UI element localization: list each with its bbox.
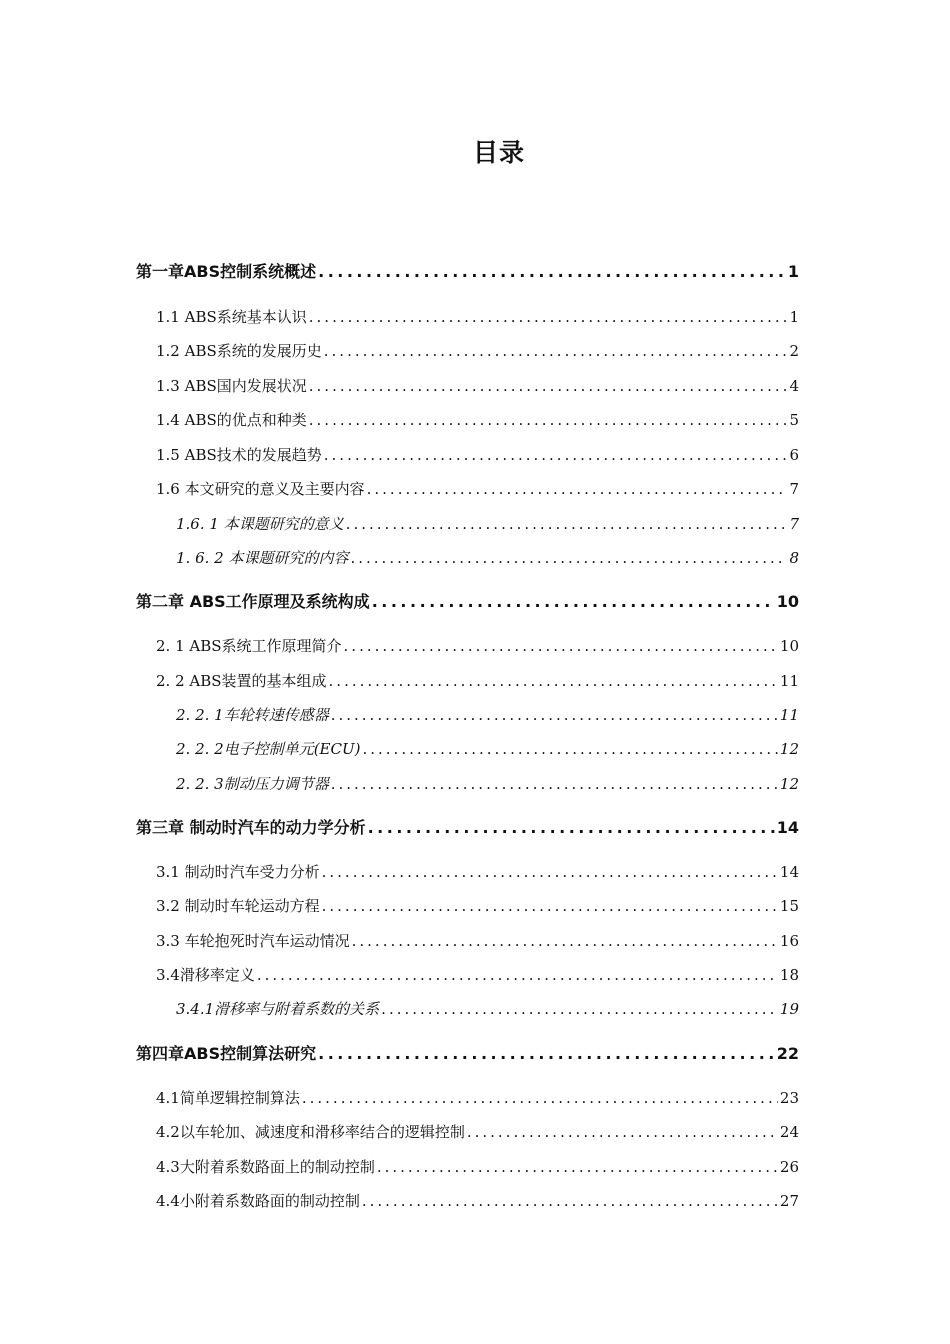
toc-entry-label: 3.4.1滑移率与附着系数的关系 (176, 1000, 380, 1018)
toc-entry-label: 1.1 ABS系统基本认识 (156, 308, 307, 326)
toc-entry-label: 1.3 ABS国内发展状况 (156, 377, 307, 395)
toc-entry-label: 2. 2. 1车轮转速传感器 (176, 706, 329, 724)
toc-leader-dots (372, 589, 775, 615)
toc-entry-label: 4.1简单逻辑控制算法 (156, 1089, 300, 1107)
toc-entry-section-2-1[interactable] (156, 633, 799, 659)
toc-leader-dots (381, 996, 778, 1022)
toc-leader-dots (324, 442, 788, 468)
toc-entry-page: 14 (776, 818, 799, 837)
toc-entry-section-1-4[interactable] (156, 407, 799, 433)
toc-leader-dots (318, 259, 786, 285)
toc-leader-dots (324, 338, 788, 364)
toc-leader-dots (309, 304, 788, 330)
toc-entry-page: 24 (779, 1123, 799, 1141)
toc-leader-dots (350, 545, 787, 571)
toc-leader-dots (377, 1154, 778, 1180)
toc-entry-section-3-2[interactable] (156, 893, 799, 919)
toc-entry-subsection-1-6-2[interactable] (176, 545, 799, 571)
toc-leader-dots (318, 1041, 775, 1067)
toc-entry-page: 27 (779, 1192, 799, 1210)
toc-entry-page: 19 (779, 1000, 799, 1018)
toc-entry-chapter-3[interactable] (136, 815, 799, 841)
toc-leader-dots (346, 511, 788, 537)
toc-entry-label: 1. 6. 2 本课题研究的内容 (176, 549, 349, 567)
toc-entry-label: 2. 2. 3制动压力调节器 (176, 775, 329, 793)
toc-entry-page: 2 (789, 342, 799, 360)
toc-entry-section-2-2[interactable] (156, 668, 799, 694)
toc-entry-chapter-2[interactable] (136, 589, 799, 615)
toc-entry-subsection-2-2-1[interactable] (176, 702, 799, 728)
toc-entry-page: 11 (779, 706, 799, 724)
toc-leader-dots (331, 702, 778, 728)
toc-leader-dots (309, 407, 788, 433)
toc-leader-dots (329, 668, 778, 694)
toc-entry-label: 1.4 ABS的优点和种类 (156, 411, 307, 429)
toc-leader-dots (309, 373, 788, 399)
toc-entry-label: 1.6. 1 本课题研究的意义 (176, 515, 344, 533)
toc-entry-page: 4 (789, 377, 799, 395)
toc-entry-label: 4.4小附着系数路面的制动控制 (156, 1192, 360, 1210)
toc-entry-section-4-1[interactable] (156, 1085, 799, 1111)
toc-entry-section-3-3[interactable] (156, 928, 799, 954)
toc-entry-section-1-6[interactable] (156, 476, 799, 502)
toc-entry-page: 1 (789, 308, 799, 326)
toc-leader-dots (368, 815, 775, 841)
toc-leader-dots (322, 859, 778, 885)
toc-entry-page: 8 (789, 549, 799, 567)
toc-entry-section-3-1[interactable] (156, 859, 799, 885)
toc-leader-dots (352, 928, 778, 954)
toc-entry-section-1-5[interactable] (156, 442, 799, 468)
toc-leader-dots (322, 893, 778, 919)
toc-entry-label: 3.2 制动时车轮运动方程 (156, 897, 320, 915)
toc-leader-dots (331, 771, 778, 797)
toc-entry-label: 2. 1 ABS系统工作原理简介 (156, 637, 342, 655)
toc-entry-label: 3.4滑移率定义 (156, 966, 255, 984)
toc-entry-page: 12 (779, 740, 799, 758)
toc-entry-section-4-3[interactable] (156, 1154, 799, 1180)
toc-entry-page: 7 (789, 480, 799, 498)
toc-entry-page: 26 (779, 1158, 799, 1176)
toc-entry-section-1-2[interactable] (156, 338, 799, 364)
toc-entry-page: 5 (789, 411, 799, 429)
toc-entry-label: 2. 2 ABS装置的基本组成 (156, 672, 327, 690)
toc-entry-label: 4.3大附着系数路面上的制动控制 (156, 1158, 375, 1176)
toc-entry-subsection-2-2-2[interactable] (176, 736, 799, 762)
toc-entry-label: 第四章ABS控制算法研究 (136, 1044, 317, 1063)
toc-leader-dots (302, 1085, 778, 1111)
toc-entry-subsection-3-4-1[interactable] (176, 996, 799, 1022)
toc-entry-label: 4.2以车轮加、减速度和滑移率结合的逻辑控制 (156, 1123, 465, 1141)
toc-entry-page: 22 (776, 1044, 799, 1063)
toc-entry-page: 12 (779, 775, 799, 793)
toc-entry-subsection-2-2-3[interactable] (176, 771, 799, 797)
toc-entry-label: 第一章ABS控制系统概述 (136, 262, 317, 281)
toc-entry-label: 第二章 ABS工作原理及系统构成 (136, 592, 370, 611)
toc-entry-page: 18 (779, 966, 799, 984)
toc-entry-page: 14 (779, 863, 799, 881)
toc-entry-label: 1.5 ABS技术的发展趋势 (156, 446, 322, 464)
toc-entry-label: 1.2 ABS系统的发展历史 (156, 342, 322, 360)
toc-entry-page: 6 (789, 446, 799, 464)
toc-leader-dots (257, 962, 778, 988)
toc-leader-dots (362, 1188, 778, 1214)
page-title: 目录 (472, 138, 525, 167)
toc-entry-page: 7 (789, 515, 799, 533)
toc-entry-section-1-3[interactable] (156, 373, 799, 399)
toc-entry-label: 第三章 制动时汽车的动力学分析 (136, 818, 366, 837)
toc-entry-page: 10 (776, 592, 799, 611)
toc-entry-page: 15 (779, 897, 799, 915)
toc-entry-page: 11 (779, 672, 799, 690)
toc-leader-dots (467, 1119, 778, 1145)
toc-entry-chapter-1[interactable] (136, 259, 799, 285)
toc-entry-page: 1 (787, 262, 799, 281)
toc-leader-dots (362, 736, 777, 762)
toc-entry-page: 16 (779, 932, 799, 950)
toc-entry-subsection-1-6-1[interactable] (176, 511, 799, 537)
toc-leader-dots (344, 633, 778, 659)
toc-entry-section-1-1[interactable] (156, 304, 799, 330)
toc-entry-chapter-4[interactable] (136, 1041, 799, 1067)
toc-leader-dots (367, 476, 788, 502)
toc-entry-label: 3.3 车轮抱死时汽车运动情况 (156, 932, 350, 950)
toc-entry-section-3-4[interactable] (156, 962, 799, 988)
toc-entry-section-4-2[interactable] (156, 1119, 799, 1145)
toc-entry-label: 2. 2. 2电子控制单元(ECU) (176, 740, 361, 758)
toc-entry-label: 1.6 本文研究的意义及主要内容 (156, 480, 365, 498)
toc-entry-page: 10 (779, 637, 799, 655)
toc-entry-section-4-4[interactable] (156, 1188, 799, 1214)
toc-entry-page: 23 (779, 1089, 799, 1107)
toc-entry-label: 3.1 制动时汽车受力分析 (156, 863, 320, 881)
